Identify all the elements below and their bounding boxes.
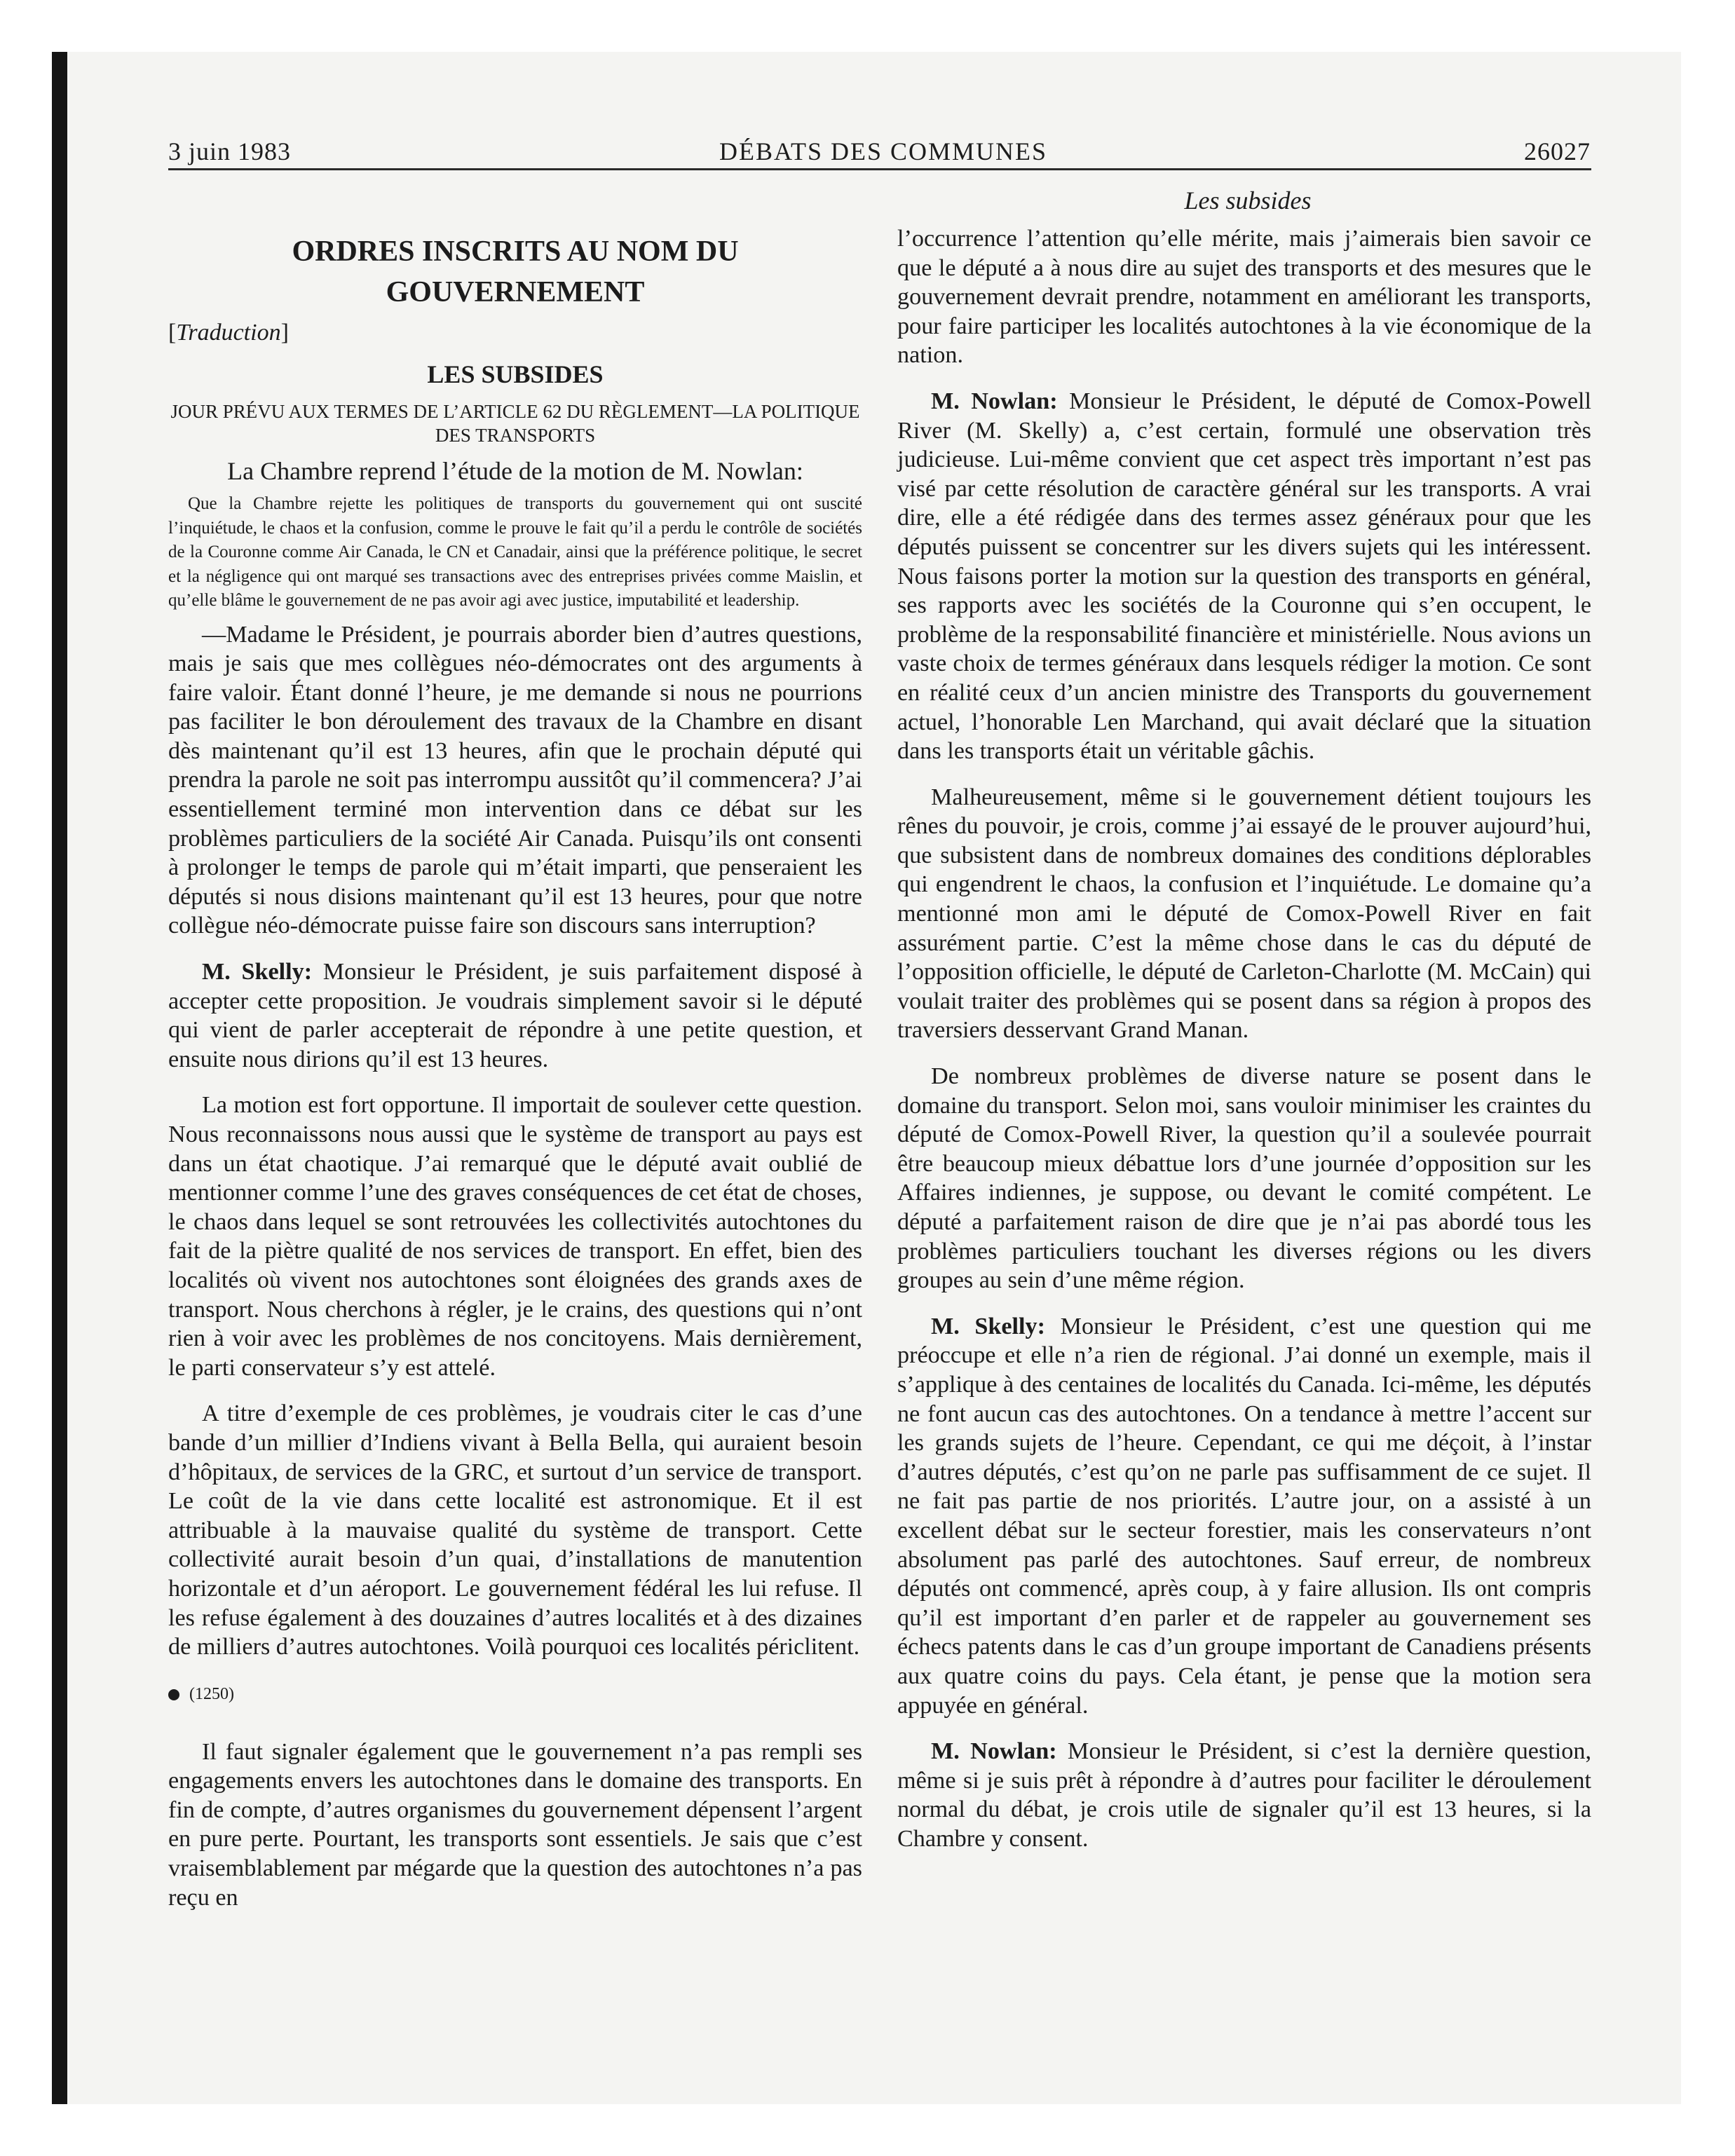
paragraph: —Madame le Président, je pourrais aborder bien d’autres questions, mais je sais que mes collègues néo-démocrates ont des arguments à faire valoir. Étant donné l’heure, je me demande si nous ne pourrions pas faciliter le bon déroulement des travaux de la Chambre en disant dès maintenant qu’il est 13 heures, afin que le prochain député qui prendra la parole ne soit pas interrompu aussitôt qu’il commencera? J’ai essentiellement terminé mon intervention dans ce débat sur les problèmes particuliers de la société Air Canada. Puisqu’ils ont consenti à prolonger le temps de parole qui m’était imparti, que penseraient les députés si nous disions maintenant qu’il est 13 heures, pour que notre collègue néo-démocrate puisse faire son discours sans interruption? <box>168 621 862 939</box>
subject-heading: LES SUBSIDES <box>427 360 604 388</box>
header-date: 3 juin 1983 <box>168 137 292 165</box>
speech-text: Monsieur le Président, si c’est la dernière question, même si je suis prêt à répondre à d’autres pour faciliter le déroulement normal du débat, je crois utile de signaler qu’il est 13 heures, si la Chambre y consent. <box>897 1738 1592 1852</box>
header-rule <box>168 168 1591 170</box>
right-column <box>897 224 1591 1853</box>
header-page-number: 26027 <box>1524 137 1591 165</box>
speaker-name: M. Skelly: <box>202 959 313 985</box>
rule-heading: JOUR PRÉVU AUX TERMES DE L’ARTICLE 62 DU RÈGLEMENT—LA POLITIQUE DES TRANSPORTS <box>170 401 860 446</box>
orders-heading: ORDRES INSCRITS AU NOM DU GOUVERNEMENT <box>292 236 739 308</box>
speaker-name: M. Skelly: <box>931 1313 1046 1339</box>
translation-note: [Traduction] <box>168 320 289 346</box>
paragraph: A titre d’exemple de ces problèmes, je voudrais citer le cas d’une bande d’un millier d’Indiens vivant à Bella Bella, qui auraient besoin d’hôpitaux, de services de la GRC, et surtout d’un service de transport. Le coût de la vie dans cette localité est astronomique. Et il est attribuable à la mauvaise qualité du système de transport. Cette collectivité aurait besoin d’un quai, d’installations de manutention horizontale et d’un aéroport. Le gouvernement fédéral les lui refuse. Il les refuse également à des douzaines d’autres localités et à des dizaines de milliers d’autres autochtones. Voilà pourquoi ces localités périclitent. <box>168 1400 862 1660</box>
lead-in: La Chambre reprend l’étude de la motion de M. Nowlan: <box>227 457 803 485</box>
motion-text: Que la Chambre rejette les politiques de transports du gouvernement qui ont suscité l’inquiétude, le chaos et la confusion, comme le prouve le fait qu’il a perdu le contrôle de sociétés de la Couronne comme Air Canada, le CN et Canadair, ainsi que la préférence politique, le secret et la négligence qui ont marqué ses transactions avec des entreprises privées comme Maislin, et qu’elle blâme le gouvernement de ne pas avoir agi avec justice, imputabilité et leadership. <box>168 494 862 610</box>
bullet-icon <box>168 1689 179 1700</box>
speaker-name: M. Nowlan: <box>931 1738 1057 1765</box>
speech-text: Monsieur le Président, c’est une question qui me préoccupe et elle n’a rien de régional. J’ai donné un exemple, mais il s’applique à des centaines de localités du Canada. Ici-même, les députés ne font aucun cas des autochtones. On a tendance à mettre l’accent sur les grands sujets de l’heure. Cependant, ce qui me déçoit, à l’instar d’autres députés, c’est qu’on ne parle pas suffisamment de ce sujet. Il ne fait pas partie de nos priorités. L’autre jour, on a assisté à un excellent débat sur le secteur forestier, mais les conservateurs n’ont absolument pas parlé des autochtones. Sauf erreur, de nombreux députés ont commencé, après coup, à y faire allusion. Ils ont compris qu’il est important d’en parler et de rappeler au gouvernement ses échecs patents dans le cas d’un groupe important de Canadiens présents aux quatre coins du pays. Cela étant, je pense que la motion sera appuyée en général. <box>897 1313 1592 1719</box>
speech-text: Monsieur le Président, je suis parfaitement disposé à accepter cette proposition. Je voudrais simplement savoir si le député qui vient de parler accepterait de répondre à une petite question, et ensuite nous dirions qu’il est 13 heures. <box>168 959 862 1072</box>
paragraph: Malheureusement, même si le gouvernement détient toujours les rênes du pouvoir, je crois, comme j’ai essayé de le prouver aujourd’hui, que subsistent dans de nombreux domaines des conditions déplorables qui engendrent le chaos, la confusion et l’inquiétude. Le domaine qu’a mentionné mon ami le député de Comox-Powell River en fait assurément partie. C’est la même chose dans le cas du député de l’opposition officielle, le député de Carleton-Charlotte (M. McCain) qui voulait traiter des problèmes qui se posent dans sa région à propos des traversiers desservant Grand Manan. <box>897 784 1591 1044</box>
running-section-title: Les subsides <box>1184 186 1312 214</box>
speech-paragraph <box>168 957 862 1074</box>
paragraph: De nombreux problèmes de diverse nature se posent dans le domaine du transport. Selon moi, sans vouloir minimiser les craintes du député de Comox-Powell River, la question qu’il a soulevée pourrait être beaucoup mieux débattue lors d’une journée d’opposition sur les Affaires indiennes, je suppose, ou devant le comité compétent. Le député a parfaitement raison de dire que je n’ai pas abordé tous les problèmes particuliers touchant les diverses régions ou les divers groupes au sein d’une même région. <box>897 1063 1591 1294</box>
speech-text: Monsieur le Président, le député de Comox-Powell River (M. Skelly) a, c’est certain, formulé une observation très judicieuse. Lui-même convient que cet aspect très important n’est pas visé par cette résolution de caractère général sur les transports. A vrai dire, elle a été rédigée dans des termes assez généraux pour que les députés puissent se concentrer sur les divers sujets qui les intéressent. Nous faisons porter la motion sur la question des transports en général, ses rapports avec les sociétés de la Couronne qui s’en occupent, le problème de la responsabilité financière et ministérielle. Nous avions un vaste choix de termes généraux dans lesquels rédiger la motion. Ce sont en réalité ceux d’un ancien ministre des Transports du gouvernement actuel, l’honorable Len Marchand, qui avait déclaré que la situation dans les transports était un véritable gâchis. <box>897 388 1591 765</box>
paragraph: Il faut signaler également que le gouvernement n’a pas rempli ses engagements envers les autochtones dans le domaine des transports. En fin de compte, d’autres organismes du gouvernement dépensent l’argent en pure perte. Pourtant, les transports sont essentiels. Je sais que c’est vraisemblablement par mégarde que la question des autochtones n’a pas reçu en <box>168 1738 862 1911</box>
left-column <box>168 224 862 1912</box>
header-publication-title: DÉBATS DES COMMUNES <box>719 137 1048 165</box>
speech-paragraph <box>897 387 1591 766</box>
speaker-name: M. Nowlan: <box>931 388 1058 414</box>
time-marker-text: (1250) <box>189 1684 234 1703</box>
paragraph: La motion est fort opportune. Il importait de soulever cette question. Nous reconnaissons nous aussi que le système de transport au pays est dans un état chaotique. J’ai remarqué que le député avait oublié de mentionner comme l’une des graves conséquences de cet état de choses, le chaos dans lequel se sont retrouvées les collectivités autochtones du fait de la piètre qualité de nos services de transport. En effet, bien des localités où vivent nos autochtones sont éloignées des grands axes de transport. Nous cherchons à régler, je le crains, des questions qui n’ont rien à voir avec les problèmes de nos concitoyens. Mais dernièrement, le parti conservateur s’y est attelé. <box>168 1092 862 1381</box>
time-marker <box>168 1680 862 1708</box>
paragraph-continued: l’occurrence l’attention qu’elle mérite, mais j’aimerais bien savoir ce que le député a à nous dire au sujet des transports et des mesures que le gouvernement devrait prendre, notamment en améliorant les transports, pour faire participer les localités autochtones à la vie économique de la nation. <box>897 226 1591 369</box>
scan-binding-edge <box>52 52 67 2104</box>
translation-note-text: Traduction <box>176 320 281 346</box>
speech-paragraph <box>897 1312 1591 1720</box>
speech-paragraph <box>897 1737 1591 1853</box>
